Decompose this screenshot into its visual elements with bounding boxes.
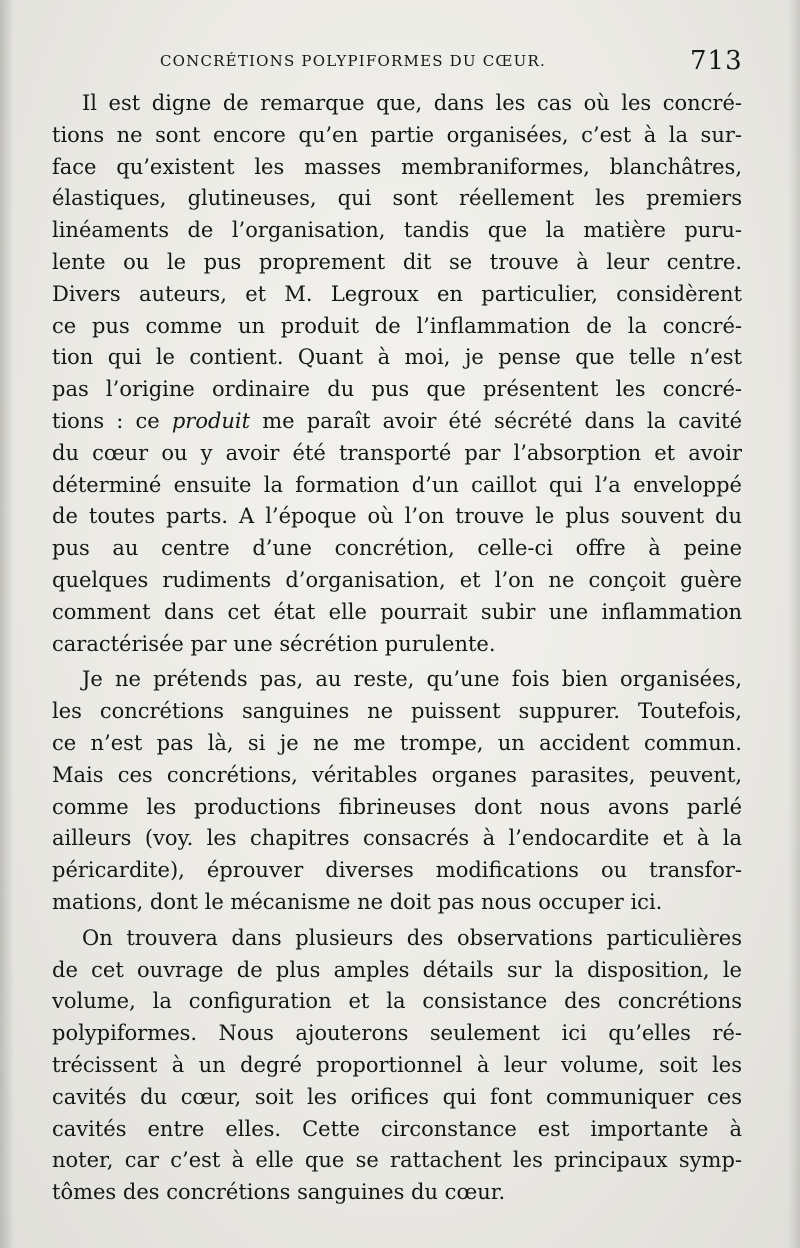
text-line: ce n’est pas là, si je ne me trompe, un accident commun. <box>52 730 742 755</box>
text-line: du cœur ou y avoir été transporté par l’absorption et avoir <box>52 440 742 465</box>
paragraph <box>52 88 742 660</box>
text-line: comment dans cet état elle pourrait subir une inflammation <box>52 599 742 624</box>
text-line: volume, la configuration et la consistance des concrétions <box>52 989 742 1014</box>
text-line: caractérisée par une sécrétion purulente. <box>52 631 496 656</box>
text-line: linéaments de l’organisation, tandis que la matière puru- <box>52 218 742 243</box>
text-line: de cet ouvrage de plus amples détails sur la disposition, le <box>52 957 742 982</box>
text-line: tômes des concrétions sanguines du cœur. <box>52 1180 506 1205</box>
text-line: Il est digne de remarque que, dans les cas où les concré- <box>82 91 742 115</box>
text-line: les concrétions sanguines ne puissent suppurer. Toutefois, <box>52 699 742 724</box>
text-line: lente ou le pus proprement dit se trouve à leur centre. <box>52 249 742 274</box>
text-line: face qu’existent les masses membraniformes, blanchâtres, <box>52 154 742 179</box>
text-line: tions : ce produit me paraît avoir été sécrété dans la cavité <box>52 408 742 433</box>
text-line: cavités du cœur, soit les orifices qui font communiquer ces <box>52 1084 742 1109</box>
page-edge-shadow <box>788 0 800 1248</box>
body-text <box>52 88 742 1209</box>
text-line: noter, car c’est à elle que se rattachent les principaux symp- <box>52 1148 742 1173</box>
text-line: mations, dont le mécanisme ne doit pas nous occuper ici. <box>52 889 663 914</box>
page-header <box>0 46 800 82</box>
text-line: péricardite), éprouver diverses modifications ou transfor- <box>52 858 742 883</box>
text-line: On trouvera dans plusieurs des observations particulières <box>82 925 742 950</box>
text-line: de toutes parts. A l’époque où l’on trouve le plus souvent du <box>52 504 742 529</box>
page-number: 713 <box>690 46 743 76</box>
text-line: déterminé ensuite la formation d’un caillot qui l’a enveloppé <box>52 472 742 497</box>
text-line: quelques rudiments d’organisation, et l’on ne conçoit guère <box>52 567 742 592</box>
text-line: Mais ces concrétions, véritables organes parasites, peuvent, <box>52 762 742 787</box>
text-line: polypiformes. Nous ajouterons seulement ici qu’elles ré- <box>52 1021 742 1046</box>
text-line: pas l’origine ordinaire du pus que présentent les concré- <box>52 377 742 402</box>
text-line: comme les productions fibrineuses dont nous avons parlé <box>52 794 742 819</box>
text-line: tion qui le contient. Quant à moi, je pense que telle n’est <box>52 345 742 370</box>
running-title: CONCRÉTIONS POLYPIFORMES DU CŒUR. <box>160 52 546 70</box>
text-line: élastiques, glutineuses, qui sont réellement les premiers <box>52 186 742 211</box>
text-line: Divers auteurs, et M. Legroux en particulier, considèrent <box>52 281 742 306</box>
text-line: cavités entre elles. Cette circonstance est importante à <box>52 1116 742 1141</box>
text-line: tions ne sont encore qu’en partie organisées, c’est à la sur- <box>52 122 742 147</box>
page-edge-shadow <box>0 0 14 1248</box>
paragraph <box>52 664 742 918</box>
text-line: pus au centre d’une concrétion, celle-ci offre à peine <box>52 536 742 561</box>
text-line: ce pus comme un produit de l’inflammation de la concré- <box>52 313 742 338</box>
text-line: Je ne prétends pas, au reste, qu’une fois bien organisées, <box>82 667 742 692</box>
text-line: trécissent à un degré proportionnel à leur volume, soit les <box>52 1052 742 1077</box>
text-line: ailleurs (voy. les chapitres consacrés à l’endocardite et à la <box>52 826 742 851</box>
paragraph <box>52 923 742 1209</box>
